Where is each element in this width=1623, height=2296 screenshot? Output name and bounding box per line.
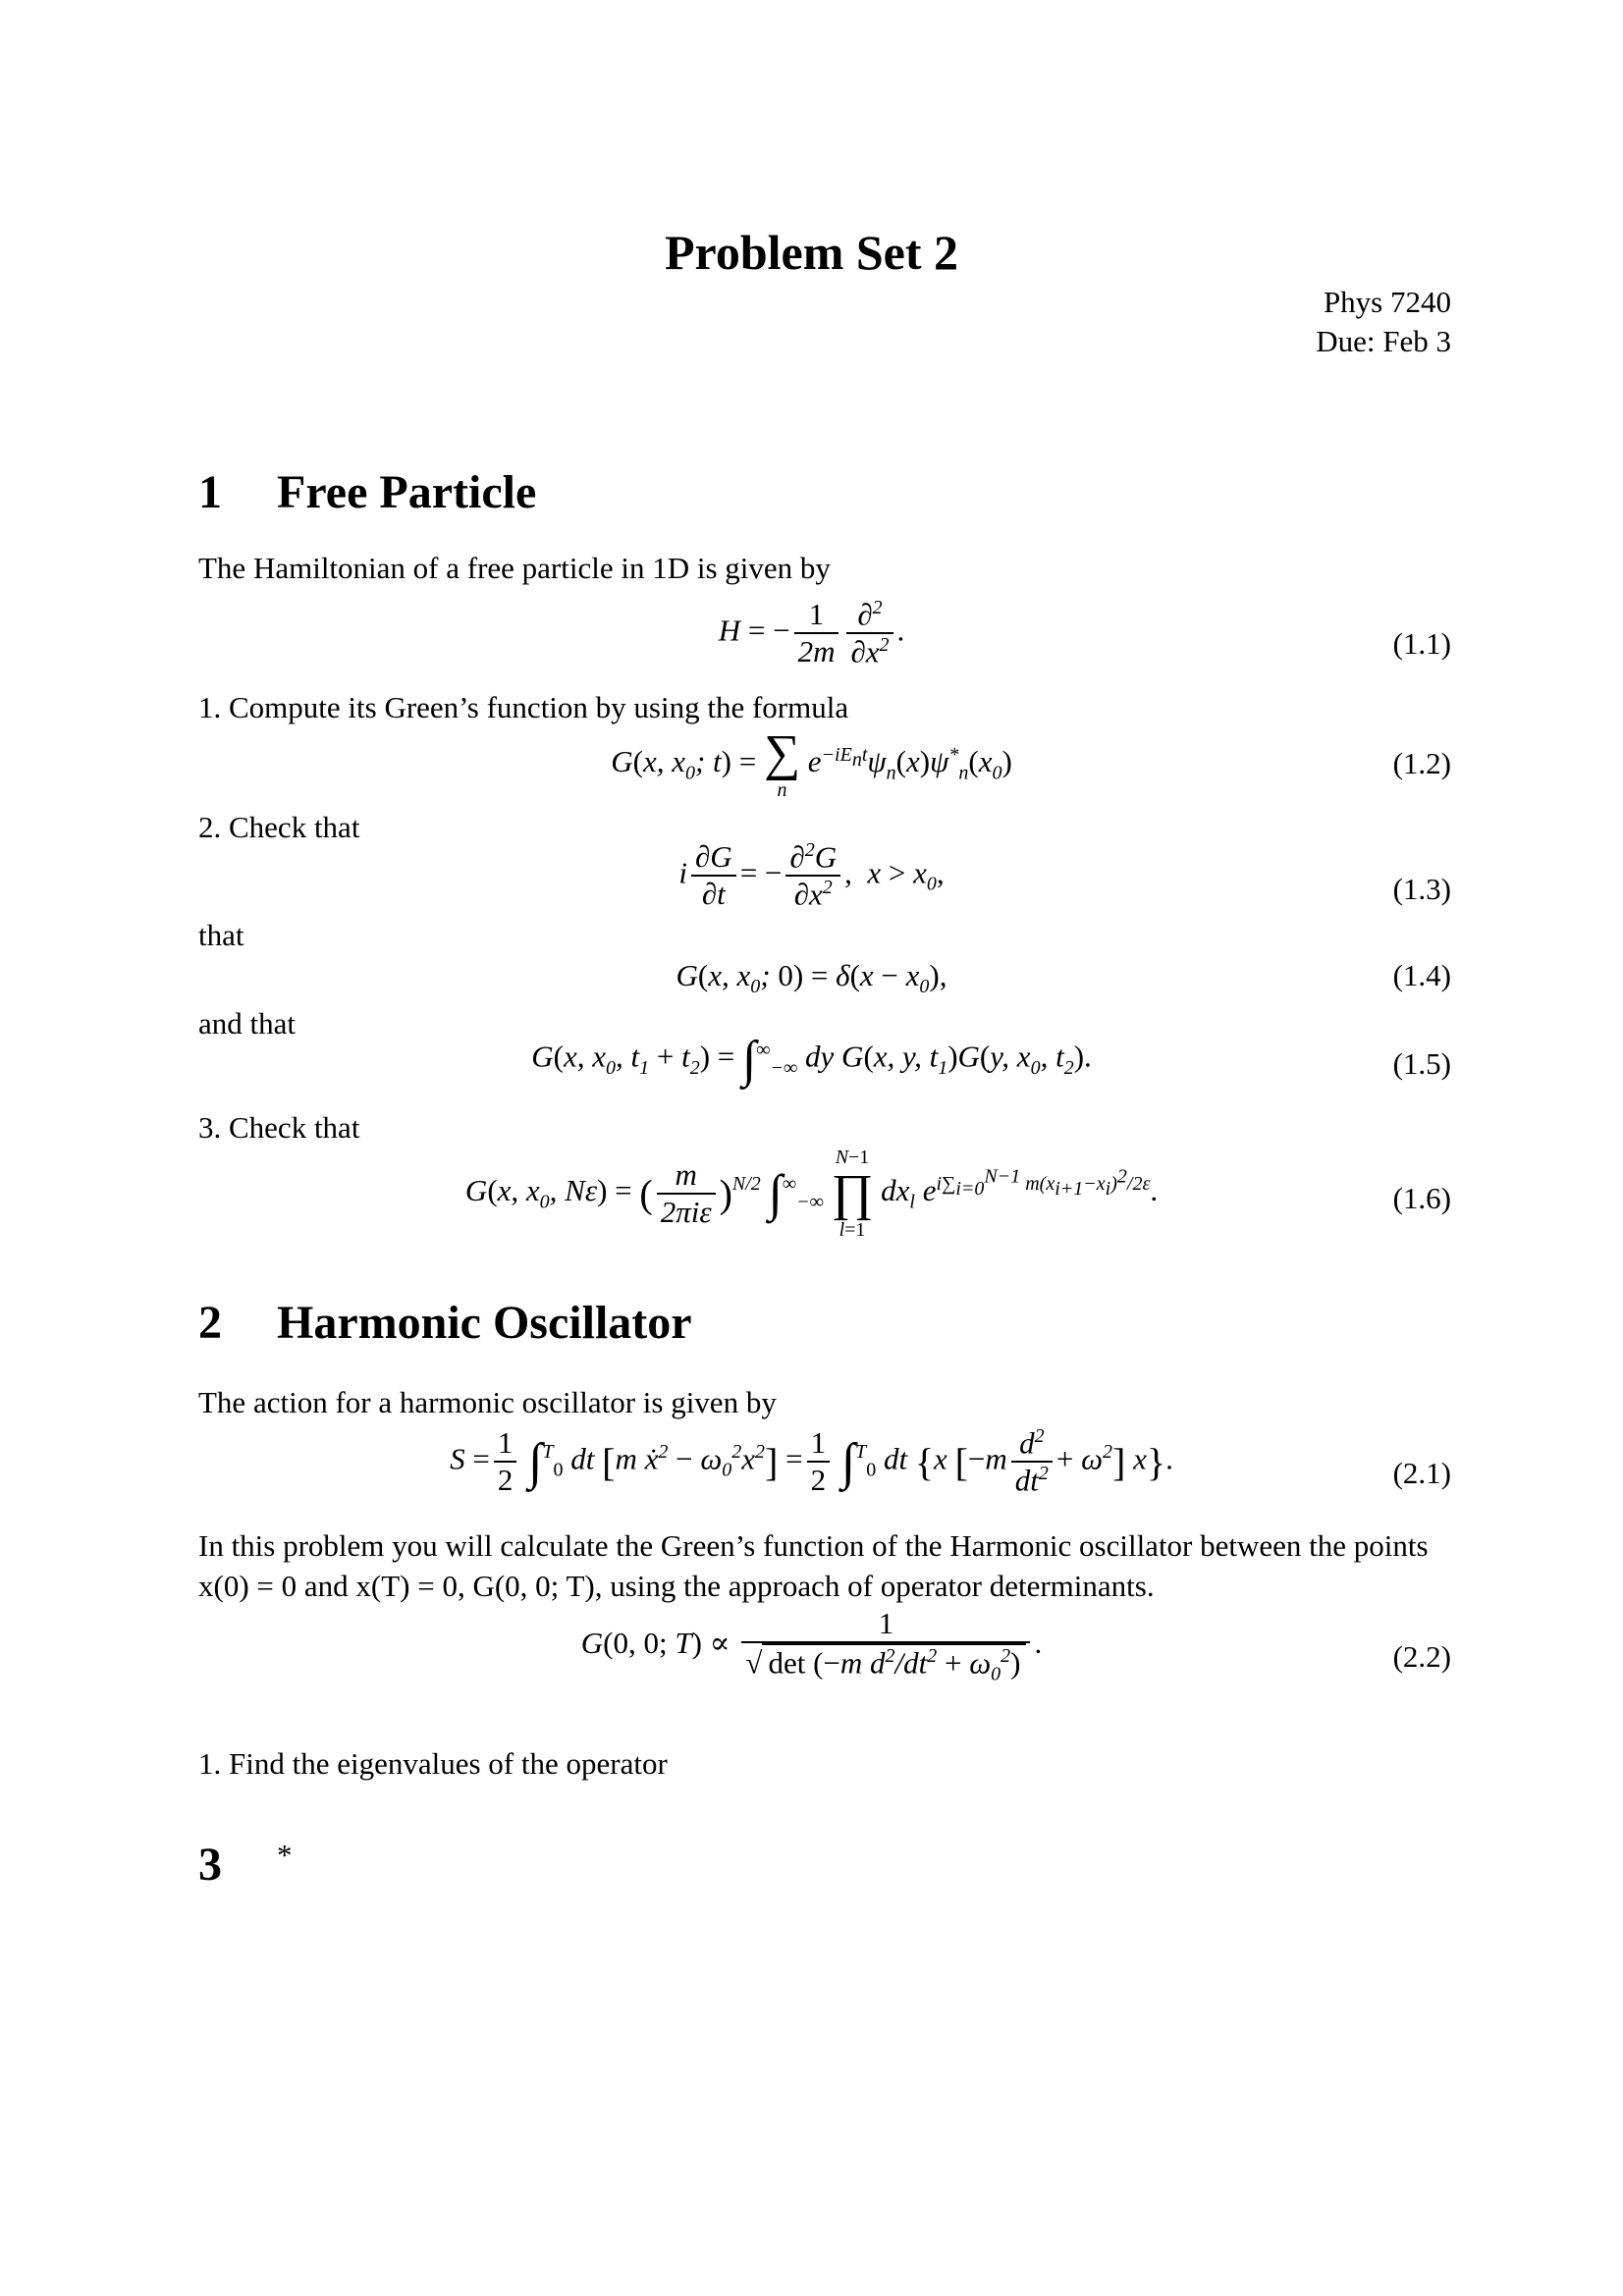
equation-number: (1.2) — [1392, 746, 1451, 780]
list-item: 1. Compute its Green’s function by using the formula — [198, 690, 849, 724]
equation-2-2: G(0, 0; T) ∝ $\frac{1}{√ \det (-m d^2/dt^2 + \omega_0^2)}$ . — [580, 1606, 1043, 1685]
equation-2-1: S = $\frac{1}{2}$ ∫$^T_0$ dt [m ẋ$^2$ − $\omega_0^2x^2$] = $\frac{1}{2}$ ∫$^T_0$ dt {x [−m $\frac{d^2}{dt^2}$ + $\omega^2$] x}. — [450, 1425, 1173, 1498]
list-item: 3. Check that — [198, 1110, 360, 1145]
section-number: 3 — [198, 1839, 222, 1891]
paragraph: In this problem you will calculate the Green’s function of the Harmonic oscillator between the points x(0) = 0 and x(T) = 0, G(0, 0; T), using the approach of operator determinants. — [198, 1528, 1429, 1603]
paragraph: that — [198, 918, 244, 952]
equation-number: (2.1) — [1392, 1456, 1451, 1490]
equation-1-4: G(x, $x_0$; $0) = \delta(x - x_0)$, — [676, 958, 947, 998]
equation-1-5: G(x, $x_0$, $t_1 + t_2) = \int^\infty_{-\infty}$ dy G(x, y, $t_1)G(y$, $x_0$, $t_2$). — [531, 1032, 1092, 1088]
section-heading-1 — [198, 465, 536, 519]
paragraph: and that — [198, 1006, 296, 1041]
paragraph: The action for a harmonic oscillator is given by — [198, 1385, 777, 1419]
list-item: 1. Find the eigenvalues of the operator — [198, 1746, 668, 1781]
equation-number: (1.5) — [1392, 1046, 1451, 1081]
section-title: Harmonic Oscillator — [277, 1297, 692, 1349]
equation-number: (1.1) — [1392, 626, 1451, 661]
section-title: Free Particle — [277, 466, 537, 518]
equation-1-1: H = − $\frac{1}{2m}$ $\frac{\partial^2}{\partial x^2}$ . — [718, 597, 905, 669]
equation-number: (2.2) — [1392, 1639, 1451, 1674]
equation-number: (1.6) — [1392, 1181, 1451, 1215]
page-title: Problem Set 2 — [664, 225, 959, 280]
section-heading-2 — [198, 1296, 692, 1350]
course-number: Phys 7240 — [1323, 285, 1451, 319]
section-title: * — [277, 1838, 293, 1872]
due-date: Due: Feb 3 — [1316, 324, 1451, 358]
section-number: 1 — [198, 466, 222, 518]
section-number: 2 — [198, 1297, 222, 1349]
paragraph: The Hamiltonian of a free particle in 1D is given by — [198, 551, 831, 585]
equation-number: (1.3) — [1392, 872, 1451, 906]
equation-1-2: G(x, $x_0$; t) = ∑ n $e^{-iE_nt}\psi_n(x)\psi^*_n(x_0)$ — [611, 725, 1012, 801]
equation-1-3: i $\frac{\partial G}{\partial t}$ = − $\frac{\partial^2G}{\partial x^2}$ , $x > x_0$, — [678, 839, 945, 912]
equation-number: (1.4) — [1392, 958, 1451, 992]
section-heading-3 — [198, 1838, 293, 1892]
equation-1-6: G(x, $x_0$, Nε) = ( $\frac{m}{\text{2πiε}}$ )$^{N/2}$ $\int^\infty_{-\infty}$ N−1 ∏ l=1 $dx_l$ $e^{i\sum_{i=0}^{N-1} m(x_{i+1}-x_i)^2/2\varepsilon}$. — [464, 1147, 1159, 1241]
list-item: 2. Check that — [198, 810, 360, 844]
